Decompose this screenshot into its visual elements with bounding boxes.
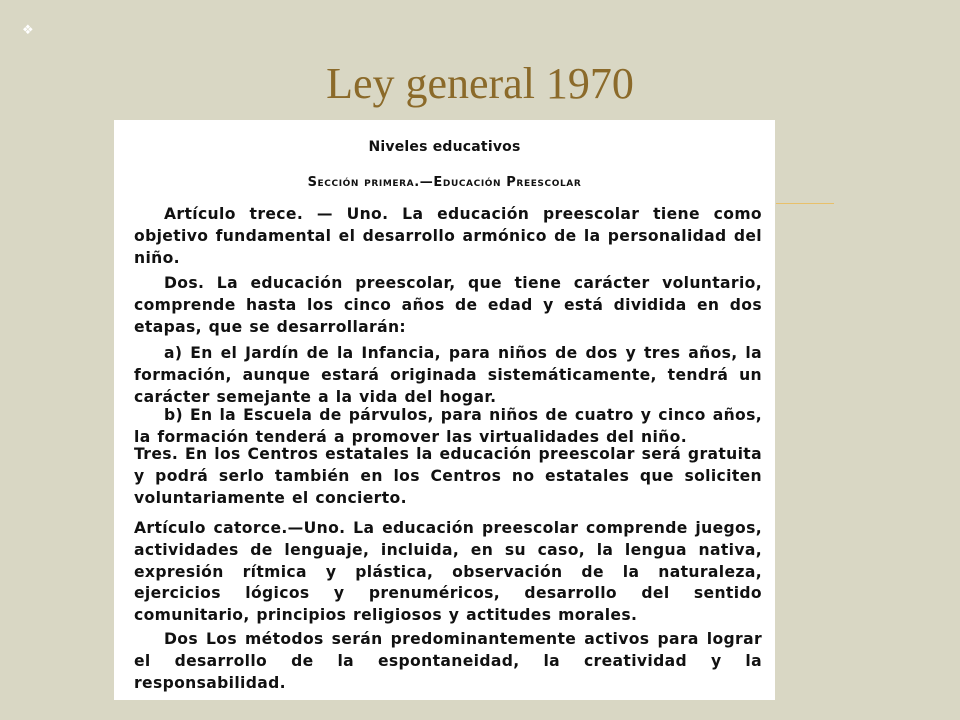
section-dash: — xyxy=(419,175,434,190)
article-13-paragraph-1: Artículo trece. — Uno. La educación preescolar tiene como objetivo fundamental el desarrollo armónico de la personalidad del niño. xyxy=(134,205,762,267)
section-heading xyxy=(114,174,775,192)
article-14-paragraph-2: Dos Los métodos serán predominantemente activos para lograr el desarrollo de la espontaneidad, la creatividad y la responsabilidad. xyxy=(134,630,762,692)
article-14-paragraph-1: Artículo catorce.—Uno. La educación preescolar comprende juegos, actividades de lenguaje, incluida, en su caso, la lengua nativa, expresión rítmica y plástica, observación de la naturaleza, ejercicios lógicos y prenuméricos, desarrollo del sentido comunitario, principios religiosos y actitudes morales. xyxy=(134,519,762,625)
title-accent-line xyxy=(776,203,834,204)
section-name: Educación Preescolar xyxy=(433,175,582,190)
corner-diamond-icon: ❖ xyxy=(22,23,34,38)
article-13-paragraph-2: Dos. La educación preescolar, que tiene carácter voluntario, comprende hasta los cinco años de edad y está dividida en dos etapas, que se desarrollarán: xyxy=(134,274,762,336)
document-heading: Niveles educativos xyxy=(368,139,521,155)
article-13-item-b: b) En la Escuela de párvulos, para niños de cuatro y cinco años, la formación tenderá a promover las virtualidades del niño. xyxy=(134,406,762,446)
section-number: Sección primera. xyxy=(307,175,420,190)
slide-title: Ley general 1970 xyxy=(326,59,634,108)
article-13-paragraph-3: Tres. En los Centros estatales la educación preescolar será gratuita y podrá serlo también en los Centros no estatales que soliciten voluntariamente el concierto. xyxy=(134,445,762,507)
scanned-document xyxy=(114,120,775,700)
article-13-item-a: a) En el Jardín de la Infancia, para niños de dos y tres años, la formación, aunque estará originada sistemáticamente, tendrá un carácter semejante a la vida del hogar. xyxy=(134,344,762,406)
